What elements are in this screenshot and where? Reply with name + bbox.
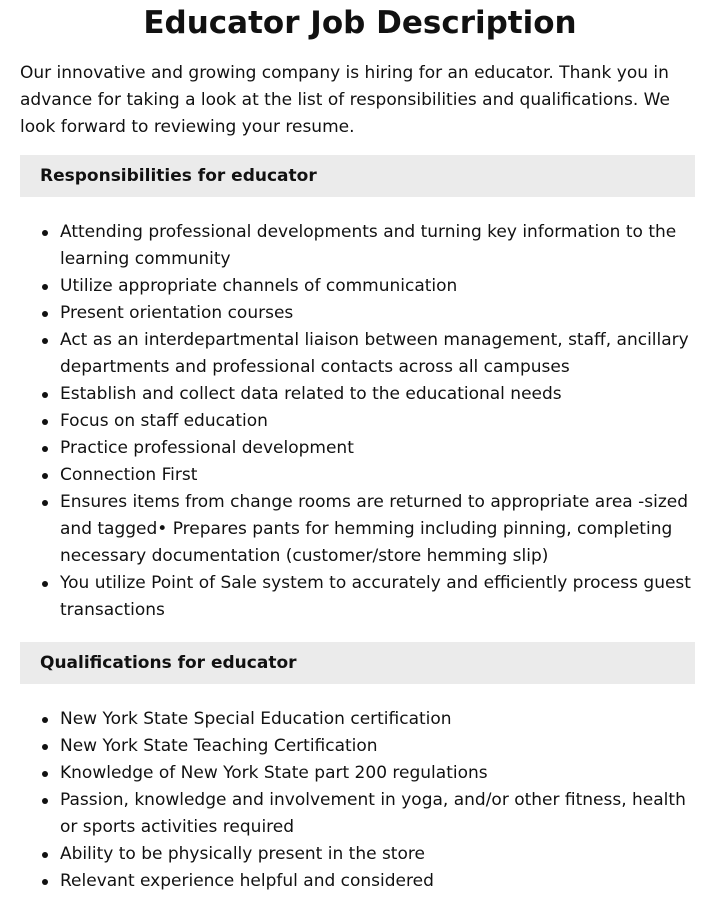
- list-item: Practice professional development: [0, 435, 720, 462]
- list-item: Relevant experience helpful and considered: [0, 868, 720, 895]
- qualifications-heading: Qualifications for educator: [20, 642, 695, 684]
- qualifications-list: [0, 706, 720, 895]
- responsibilities-heading: Responsibilities for educator: [20, 155, 695, 197]
- list-item: Ability to be physically present in the store: [0, 841, 720, 868]
- responsibilities-list: [0, 219, 720, 624]
- list-item: New York State Special Education certification: [0, 706, 720, 733]
- list-item: Present orientation courses: [0, 300, 720, 327]
- list-item: Act as an interdepartmental liaison between management, staff, ancillary departments and professional contacts across all campuses: [0, 327, 720, 381]
- list-item: New York State Teaching Certification: [0, 733, 720, 760]
- list-item: Establish and collect data related to the educational needs: [0, 381, 720, 408]
- page-title: Educator Job Description: [143, 5, 577, 41]
- list-item: Focus on staff education: [0, 408, 720, 435]
- list-item: Knowledge of New York State part 200 regulations: [0, 760, 720, 787]
- list-item: Attending professional developments and turning key information to the learning community: [0, 219, 720, 273]
- list-item: Connection First: [0, 462, 720, 489]
- list-item: Ensures items from change rooms are returned to appropriate area -sized and tagged• Prepares pants for hemming including pinning, completing necessary documentation (customer/store hemming slip): [0, 489, 720, 570]
- list-item: You utilize Point of Sale system to accurately and efficiently process guest transactions: [0, 570, 720, 624]
- intro-paragraph: Our innovative and growing company is hiring for an educator. Thank you in advance for taking a look at the list of responsibilities and qualifications. We look forward to reviewing your resume.: [20, 63, 670, 137]
- list-item: Passion, knowledge and involvement in yoga, and/or other fitness, health or sports activities required: [0, 787, 720, 841]
- list-item: Utilize appropriate channels of communication: [0, 273, 720, 300]
